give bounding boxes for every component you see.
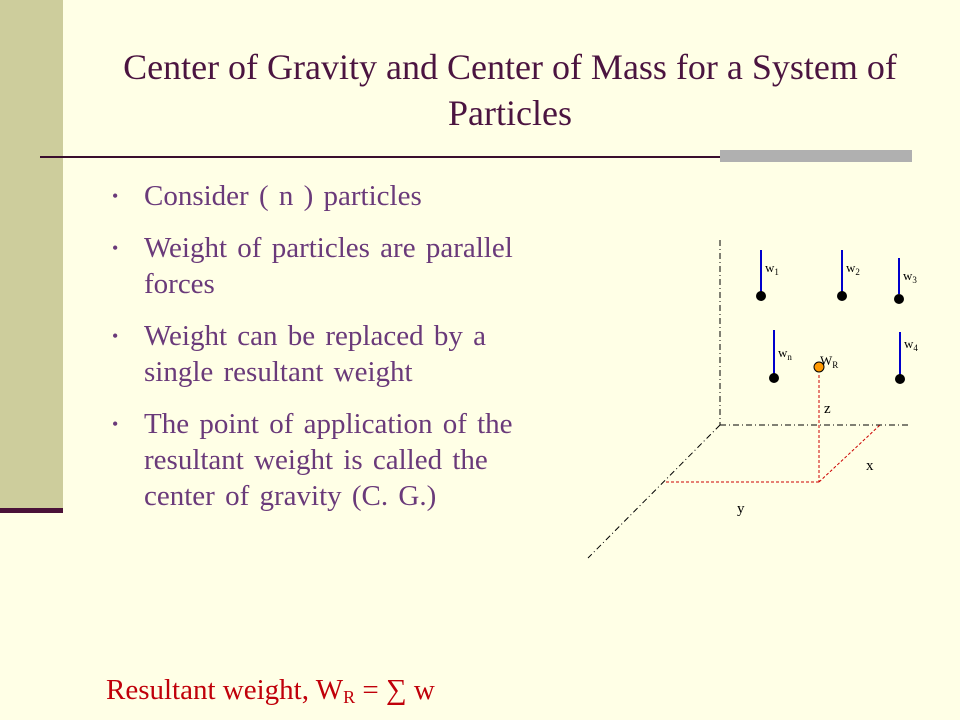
bullet-item — [104, 230, 554, 302]
resultant-label: $W_R$ — [820, 353, 839, 370]
particle-w2 — [837, 291, 847, 301]
bullet-item — [104, 406, 554, 514]
weight-label-w4: $w_4$ — [904, 336, 918, 353]
formula-subscript: R — [343, 687, 356, 707]
y-axis — [588, 425, 720, 558]
weight-label-w1: $w_1$ — [765, 260, 779, 277]
resultant-weight-formula — [106, 672, 435, 715]
bullet-text: Weight can be replaced by a single resultant weight — [144, 320, 486, 388]
bullet-dot: • — [112, 414, 119, 434]
particle-w1 — [756, 291, 766, 301]
axis-label-x: x — [866, 458, 874, 474]
particle-wn — [769, 373, 779, 383]
bullet-text: The point of application of the resultant weight is called the center of gravity (C. G.) — [144, 408, 513, 512]
title-divider-accent — [720, 150, 912, 162]
particle-w3 — [894, 294, 904, 304]
weight-label-w3: $w_3$ — [903, 268, 917, 285]
particle-w4 — [895, 374, 905, 384]
formula-suffix: = ∑ w — [355, 674, 435, 706]
bullet-dot: • — [112, 186, 119, 206]
axis-label-y: y — [737, 501, 745, 517]
bullet-item — [104, 318, 554, 390]
weight-label-wn: $w_n$ — [778, 345, 792, 362]
left-decorative-band — [0, 0, 63, 510]
bullet-dot: • — [112, 238, 119, 258]
left-band-rule — [0, 508, 63, 513]
weight-label-w2: $w_2$ — [846, 260, 860, 277]
particle-system-diagram — [580, 230, 940, 570]
bullet-dot: • — [112, 326, 119, 346]
bullet-item — [104, 178, 554, 214]
formula-prefix: Resultant weight, W — [106, 674, 344, 706]
bullet-text: Weight of particles are parallel forces — [144, 232, 513, 300]
bullet-list — [104, 178, 554, 530]
bullet-text: Consider ( n ) particles — [144, 180, 422, 212]
axis-label-z: z — [824, 401, 831, 417]
slide-title: Center of Gravity and Center of Mass for a System of Particles — [123, 47, 897, 133]
